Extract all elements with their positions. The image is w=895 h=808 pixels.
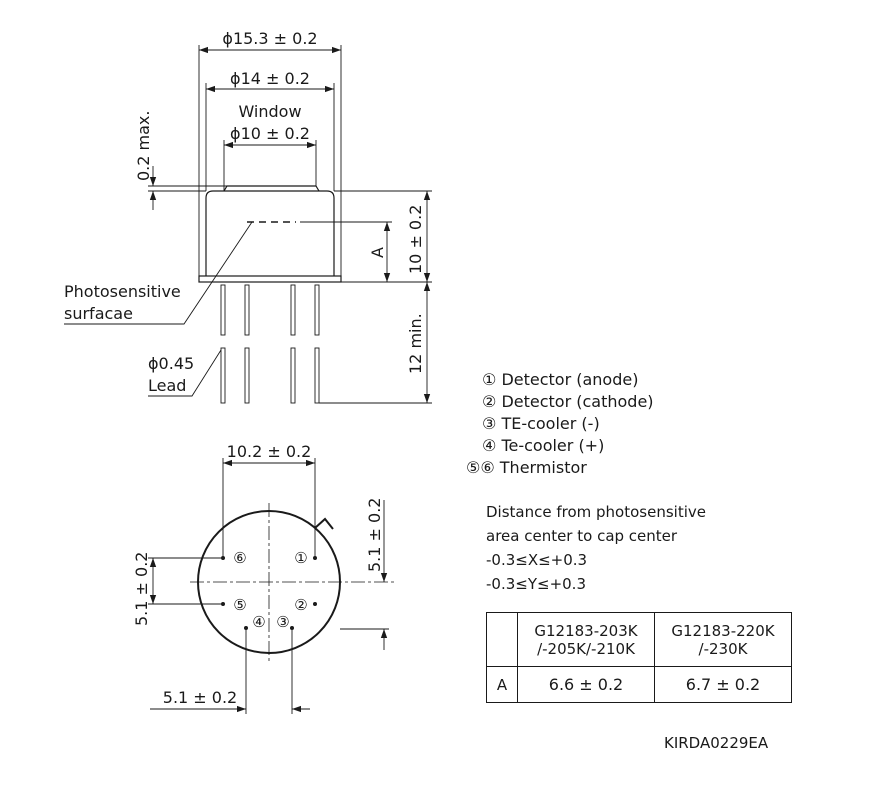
cap-body [206, 191, 334, 276]
surface-dim-label: A [368, 247, 387, 258]
table-header-cell [518, 613, 655, 667]
tolerance-note [486, 500, 706, 596]
legend-label: Detector (anode) [501, 370, 639, 389]
table-row-label: A [487, 667, 518, 703]
window-label: Window [238, 102, 302, 121]
legend-num: ⑤⑥ [466, 458, 495, 477]
legend-label: Thermistor [499, 458, 587, 477]
legend-label: Detector (cathode) [501, 392, 654, 411]
pin-2-label: ② [294, 596, 308, 614]
legend-label: TE-cooler (-) [501, 414, 600, 433]
pin-span-bottom-label: 5.1 ± 0.2 [162, 688, 238, 707]
window-height-label: 0.2 max. [134, 110, 153, 181]
legend-num: ③ [482, 414, 497, 433]
note-line-3: -0.3≤X≤+0.3 [486, 551, 588, 569]
lead-length-label: 12 min. [406, 313, 425, 374]
legend-num: ④ [482, 436, 497, 455]
pin-1-label: ① [294, 549, 308, 567]
side-view [64, 29, 432, 403]
window-outline [224, 186, 319, 191]
legend-item [466, 457, 587, 479]
pin-span-left-label: 5.1 ± 0.2 [132, 551, 151, 626]
legend-item [482, 413, 600, 435]
note-line-1: Distance from photosensitive [486, 503, 706, 521]
note-line-2: area center to cap center [486, 527, 678, 545]
cap-outer-dia-label: ϕ15.3 ± 0.2 [222, 29, 318, 48]
pin-5-label: ⑤ [233, 596, 247, 614]
pin-span-top-label: 10.2 ± 0.2 [226, 442, 312, 461]
pin-span-right-label: 5.1 ± 0.2 [365, 497, 384, 572]
legend-num: ② [482, 392, 497, 411]
bottom-view [132, 442, 395, 714]
legend-item [482, 369, 638, 391]
dimension-a-table [486, 612, 792, 703]
legend-item [482, 391, 654, 413]
pin-4-label: ④ [252, 613, 266, 631]
surface-label-1: Photosensitive [64, 282, 181, 301]
header-line: /-205K/-210K [537, 639, 635, 658]
note-line-4: -0.3≤Y≤+0.3 [486, 575, 586, 593]
legend-item [482, 435, 604, 457]
flange [199, 276, 341, 282]
table-header-cell [655, 613, 792, 667]
header-line: /-230K [698, 639, 748, 658]
drawing-code: KIRDA0229EA [664, 734, 769, 752]
pin-6-label: ⑥ [233, 549, 247, 567]
header-line: G12183-203K [534, 621, 638, 640]
leads [221, 285, 319, 403]
index-tab [315, 519, 333, 529]
lead-dia-label: ϕ0.45 [148, 354, 195, 373]
legend-label: Te-cooler (+) [501, 436, 605, 455]
legend-num: ① [482, 370, 497, 389]
table-value-cell: 6.6 ± 0.2 [518, 667, 655, 703]
window-dia-label: ϕ10 ± 0.2 [230, 124, 310, 143]
surface-label-2: surfacae [64, 304, 133, 323]
body-height-label: 10 ± 0.2 [406, 204, 425, 274]
table-value-cell: 6.7 ± 0.2 [655, 667, 792, 703]
pin-3-label: ③ [276, 613, 290, 631]
table-corner-cell [487, 613, 518, 667]
flange-dia-label: ϕ14 ± 0.2 [230, 69, 310, 88]
header-line: G12183-220K [671, 621, 775, 640]
lead-label: Lead [148, 376, 187, 395]
